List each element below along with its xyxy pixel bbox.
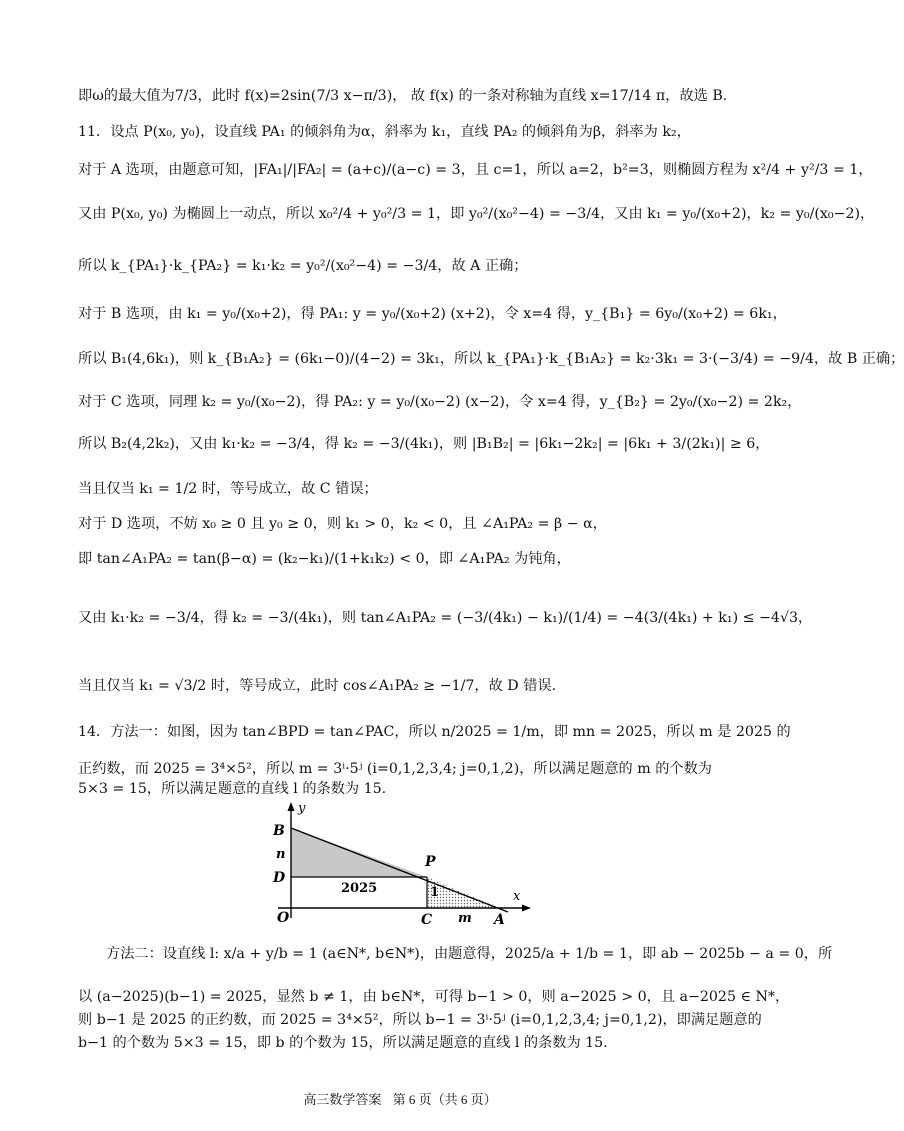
- label-b: B: [273, 823, 285, 839]
- page-footer: [0, 1089, 800, 1108]
- label-1: 1: [430, 885, 440, 900]
- text-line: 所以 B₂(4,2k₂)，又由 k₁·k₂ = −3/4，得 k₂ = −3/(4k₁)，则 |B₁B₂| = |6k₁−2k₂| = |6k₁ + 3/(2k₁)| ≥ 6，: [78, 436, 770, 452]
- label-2025: 2025: [341, 881, 378, 896]
- label-m: m: [458, 911, 472, 926]
- text-line: 对于 C 选项，同理 k₂ = y₀/(x₀−2)，得 PA₂: y = y₀/(x₀−2) (x−2)，令 x=4 得，y_{B₂} = 2y₀/(x₀−2) = 2k₂，: [78, 394, 802, 410]
- text-line: 11．设点 P(x₀, y₀)，设直线 PA₁ 的倾斜角为α，斜率为 k₁，直线 PA₂ 的倾斜角为β，斜率为 k₂，: [78, 124, 691, 140]
- label-p: P: [425, 854, 436, 870]
- label-n: n: [276, 847, 286, 862]
- label-c: C: [421, 912, 433, 928]
- text-line: 则 b−1 是 2025 的正约数，而 2025 = 3⁴×5²，所以 b−1 = 3ⁱ·5ʲ (i=0,1,2,3,4; j=0,1,2)，即满足题意的: [78, 1012, 762, 1028]
- footer-page: 第 6 页（共 6 页）: [392, 1092, 497, 1107]
- text-line: 所以 B₁(4,6k₁)，则 k_{B₁A₂} = (6k₁−0)/(4−2) = 3k₁，所以 k_{PA₁}·k_{B₁A₂} = k₂·3k₁ = 3·(−3/4) = −9/4，故 B 正确；: [78, 351, 904, 367]
- x-axis-arrow: [522, 905, 531, 912]
- y-axis-arrow: [288, 802, 295, 811]
- text-line: 当且仅当 k₁ = 1/2 时，等号成立，故 C 错误；: [78, 481, 378, 497]
- label-y: y: [298, 801, 306, 816]
- text-line: 对于 A 选项，由题意可知，|FA₁|/|FA₂| = (a+c)/(a−c) = 3，且 c=1，所以 a=2，b²=3，则椭圆方程为 x²/4 + y²/3 = 1，: [78, 162, 873, 178]
- geometry-figure: [268, 800, 538, 928]
- text-line: 即ω的最大值为7/3，此时 f(x)=2sin(7/3 x−π/3)， 故 f(x) 的一条对称轴为直线 x=17/14 π，故选 B.: [78, 88, 728, 104]
- text-line: 即 tan∠A₁PA₂ = tan(β−α) = (k₂−k₁)/(1+k₁k₂) < 0，即 ∠A₁PA₂ 为钝角，: [78, 551, 571, 567]
- text-line: 对于 B 选项，由 k₁ = y₀/(x₀+2)，得 PA₁: y = y₀/(x₀+2) (x+2)，令 x=4 得，y_{B₁} = 6y₀/(x₀+2) = 6k₁，: [78, 306, 787, 322]
- text-line: 所以 k_{PA₁}·k_{PA₂} = k₁·k₂ = y₀²/(x₀²−4) = −3/4，故 A 正确；: [78, 258, 528, 274]
- text-line: 当且仅当 k₁ = √3/2 时，等号成立，此时 cos∠A₁PA₂ ≥ −1/7，故 D 错误.: [78, 678, 557, 694]
- text-line: 又由 k₁·k₂ = −3/4，得 k₂ = −3/(4k₁)，则 tan∠A₁PA₂ = (−3/(4k₁) − k₁)/(1/4) = −4(3/(4k₁) + k₁) ≤ −4√3，: [78, 610, 813, 626]
- text-line: 5×3 = 15，所以满足题意的直线 l 的条数为 15.: [78, 781, 387, 797]
- label-d: D: [273, 870, 286, 886]
- label-a: A: [494, 912, 505, 928]
- text-line: b−1 的个数为 5×3 = 15，即 b 的个数为 15，所以满足题意的直线 l 的条数为 15.: [78, 1035, 608, 1051]
- label-x: x: [513, 889, 521, 904]
- figure-svg: [268, 800, 538, 928]
- text-line: 以 (a−2025)(b−1) = 2025，显然 b ≠ 1，由 b∈N*，可得 b−1 > 0，则 a−2025 > 0，且 a−2025 ∈ N*，: [78, 989, 790, 1005]
- text-line: 又由 P(x₀, y₀) 为椭圆上一动点，所以 x₀²/4 + y₀²/3 = 1，即 y₀²/(x₀²−4) = −3/4，又由 k₁ = y₀/(x₀+2)，k₂ = y₀/(x₀−2)，: [78, 206, 875, 222]
- text-line: 正约数，而 2025 = 3⁴×5²，所以 m = 3ⁱ·5ʲ (i=0,1,2,3,4; j=0,1,2)，所以满足题意的 m 的个数为: [78, 761, 712, 777]
- text-line: 方法二：设直线 l: x/a + y/b = 1 (a∈N*, b∈N*)，由题意得，2025/a + 1/b = 1，即 ab − 2025b − a = 0，所: [106, 946, 833, 962]
- label-o: O: [277, 910, 290, 926]
- footer-title: 高三数学答案: [303, 1092, 382, 1107]
- text-line: 对于 D 选项，不妨 x₀ ≥ 0 且 y₀ ≥ 0，则 k₁ > 0，k₂ < 0，且 ∠A₁PA₂ = β − α，: [78, 516, 607, 532]
- text-line: 14．方法一：如图，因为 tan∠BPD = tan∠PAC，所以 n/2025 = 1/m，即 mn = 2025，所以 m 是 2025 的: [78, 724, 791, 740]
